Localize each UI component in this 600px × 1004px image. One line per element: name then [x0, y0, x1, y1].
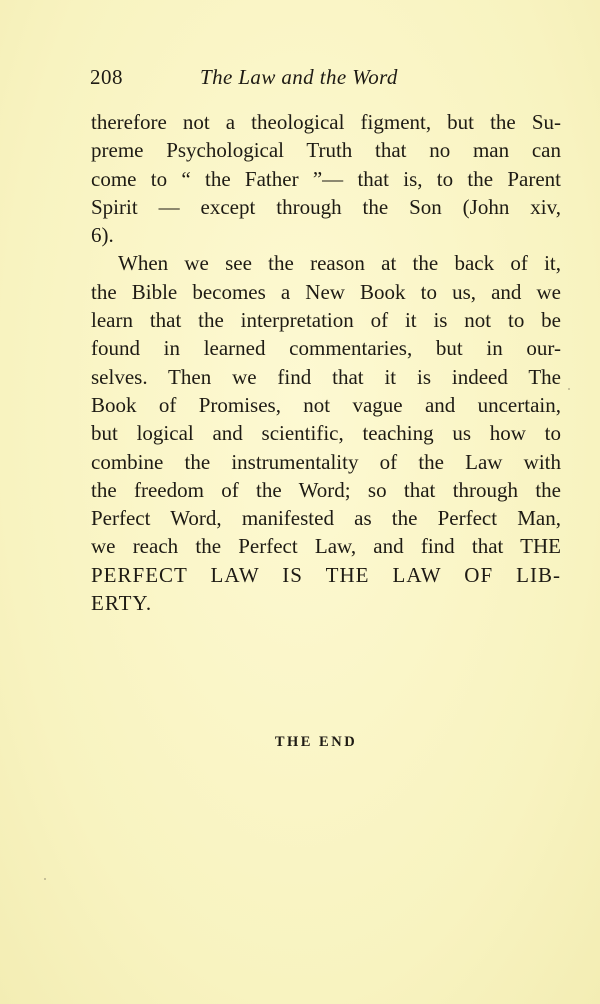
text-line: When we see the reason at the back of it,: [118, 251, 561, 276]
body-text: [91, 108, 561, 617]
text-line: selves. Then we find that it is indeed The: [91, 364, 561, 389]
text-line: 6).: [91, 223, 114, 248]
running-title: The Law and the Word: [200, 65, 398, 89]
page-number: 208: [90, 65, 123, 89]
text-line: combine the instrumentality of the Law with: [91, 449, 561, 474]
running-head: [90, 62, 470, 92]
text-line: Book of Promises, not vague and uncertain,: [91, 392, 561, 417]
text-line: therefore not a theological figment, but the Su-: [91, 110, 561, 134]
text-line: we reach the Perfect Law, and find that THE: [91, 534, 561, 559]
paper-speck: [44, 878, 46, 880]
text-line: come to “ the Father ”— that is, to the Parent: [91, 166, 561, 191]
text-line: the freedom of the Word; so that through the: [91, 477, 561, 502]
text-line: PERFECT LAW IS THE LAW OF LIB-: [91, 562, 561, 587]
paper-speck: [330, 212, 332, 214]
text-line: ERTY.: [91, 591, 153, 616]
text-line: but logical and scientific, teaching us how to: [91, 421, 561, 446]
text-line: learn that the interpretation of it is not to be: [91, 308, 561, 333]
text-line: the Bible becomes a New Book to us, and we: [91, 279, 561, 304]
text-line: preme Psychological Truth that no man can: [91, 138, 561, 163]
paper-speck: [568, 388, 570, 390]
text-line: found in learned commentaries, but in our-: [91, 336, 561, 361]
the-end-label: THE END: [274, 734, 358, 750]
text-line: Spirit — except through the Son (John xiv,: [91, 194, 561, 219]
text-line: Perfect Word, manifested as the Perfect Man,: [91, 506, 561, 531]
